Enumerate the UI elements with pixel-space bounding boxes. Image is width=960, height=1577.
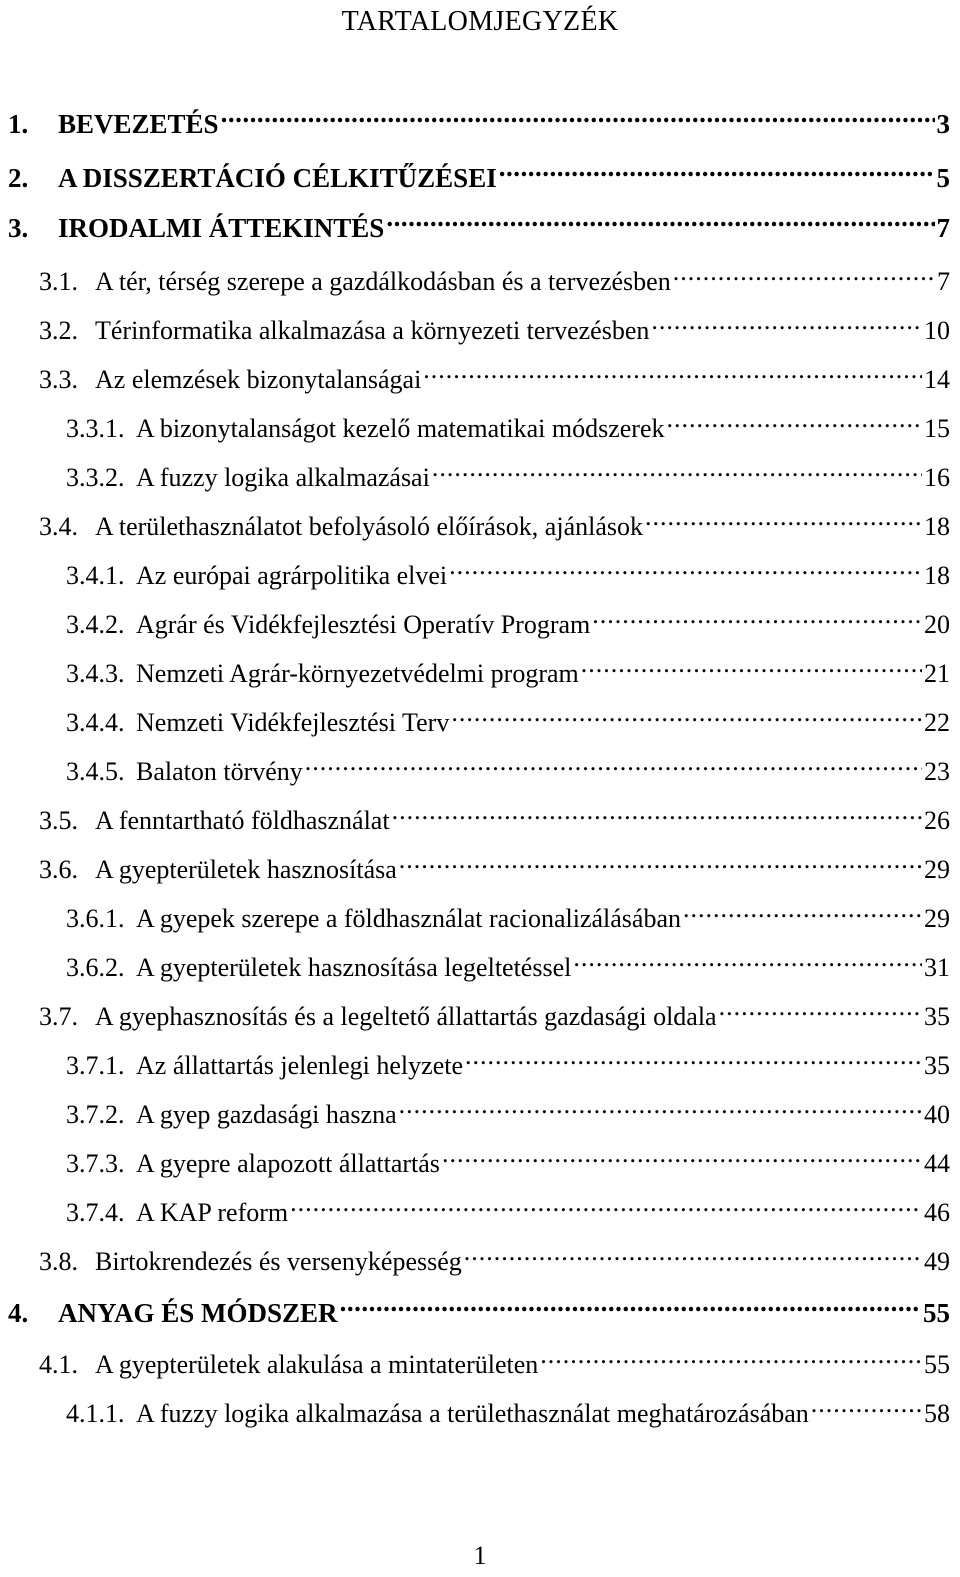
toc-entry-title: A gyephasznosítás és a legeltető állattartás gazdasági oldala [95, 1002, 717, 1031]
toc-entry-page: 20 [924, 610, 950, 639]
toc-entry[interactable] [8, 850, 950, 890]
toc-dot-leader [423, 362, 922, 388]
toc-entry[interactable] [8, 102, 950, 146]
toc-entry-number: 3.7.2. [66, 1100, 125, 1129]
toc-entry-title: BEVEZETÉS [58, 109, 219, 139]
toc-entry-page: 35 [924, 1051, 950, 1080]
toc-entry-number: 3.2. [39, 316, 78, 345]
toc-entry-title: Térinformatika alkalmazása a környezeti tervezésben [95, 316, 650, 345]
toc-entry[interactable] [8, 1291, 950, 1335]
toc-dot-leader [399, 1097, 922, 1123]
toc-entry-page: 40 [924, 1100, 950, 1129]
toc-entry-title: Az elemzések bizonytalanságai [95, 365, 422, 394]
toc-entry-number: 3.8. [39, 1247, 78, 1276]
page-title: TARTALOMJEGYZÉK [341, 6, 619, 37]
toc-entry-title: IRODALMI ÁTTEKINTÉS [58, 213, 385, 243]
toc-entry-title: A gyepek szerepe a földhasználat racionalizálásában [136, 904, 681, 933]
toc-entry-number: 3.4.5. [66, 757, 125, 786]
toc-dot-leader [386, 210, 934, 237]
page-number: 1 [473, 1541, 487, 1570]
toc-entry-title: A bizonytalanságot kezelő matematikai módszerek [136, 414, 665, 443]
toc-entry-page: 58 [924, 1399, 950, 1428]
toc-entry-number: 3.1. [39, 267, 78, 296]
toc-entry[interactable] [8, 654, 950, 694]
toc-entry[interactable] [8, 156, 950, 200]
toc-entry[interactable] [8, 262, 950, 302]
toc-entry-title: A DISSZERTÁCIÓ CÉLKITŰZÉSEI [58, 163, 497, 193]
toc-entry-title: Nemzeti Vidékfejlesztési Terv [136, 708, 450, 737]
toc-dot-leader [581, 656, 922, 682]
toc-entry[interactable] [8, 1242, 950, 1282]
toc-entry-title: ANYAG ÉS MÓDSZER [58, 1298, 338, 1328]
toc-dot-leader [673, 264, 935, 290]
toc-entry-page: 55 [924, 1350, 950, 1379]
toc-entry-number: 3.6.1. [66, 904, 125, 933]
toc-entry-title: Balaton törvény [136, 757, 303, 786]
toc-entry-number: 4.1.1. [66, 1399, 125, 1428]
toc-entry-number: 3.4. [39, 512, 78, 541]
toc-dot-leader [451, 705, 922, 731]
toc-entry[interactable] [8, 1144, 950, 1184]
toc-entry-page: 3 [936, 109, 950, 139]
toc-entry-number: 2. [8, 163, 29, 193]
toc-entry[interactable] [8, 360, 950, 400]
toc-dot-leader [399, 852, 922, 878]
toc-entry-number: 3.3.2. [66, 463, 125, 492]
toc-entry-number: 3.4.4. [66, 708, 125, 737]
toc-dot-leader [651, 313, 922, 339]
toc-entry-title: A gyep gazdasági haszna [136, 1100, 397, 1129]
toc-dot-leader [719, 999, 922, 1025]
toc-entry-page: 7 [937, 267, 950, 296]
toc-entry[interactable] [8, 1193, 950, 1233]
toc-entry-title: Birtokrendezés és versenyképesség [95, 1247, 462, 1276]
toc-entry-page: 29 [924, 904, 950, 933]
toc-entry-number: 3.7.4. [66, 1198, 125, 1227]
toc-entry[interactable] [8, 507, 950, 547]
toc-entry-page: 23 [924, 757, 950, 786]
toc-entry-title: A tér, térség szerepe a gazdálkodásban és a tervezésben [95, 267, 671, 296]
toc-dot-leader [540, 1347, 922, 1373]
toc-entry-number: 3.6. [39, 855, 78, 884]
toc-entry-page: 5 [936, 163, 950, 193]
toc-dot-leader [464, 1244, 922, 1270]
toc-dot-leader [290, 1195, 922, 1221]
toc-entry-number: 3.7.1. [66, 1051, 125, 1080]
toc-entry-page: 22 [924, 708, 950, 737]
toc-entry[interactable] [8, 997, 950, 1037]
toc-entry-title: A fenntartható földhasználat [95, 806, 390, 835]
toc-entry-number: 3.7.3. [66, 1149, 125, 1178]
toc-entry-page: 14 [924, 365, 950, 394]
toc-entry-page: 18 [924, 512, 950, 541]
toc-entry-number: 3.3.1. [66, 414, 125, 443]
toc-entry[interactable] [8, 1394, 950, 1434]
toc-entry-page: 21 [924, 659, 950, 688]
toc-dot-leader [432, 460, 922, 486]
toc-entry[interactable] [8, 752, 950, 792]
toc-entry-number: 3. [8, 213, 29, 243]
toc-dot-leader [442, 1146, 922, 1172]
toc-entry[interactable] [8, 605, 950, 645]
toc-entry-page: 16 [924, 463, 950, 492]
toc-entry-title: A gyepterületek hasznosítása [95, 855, 397, 884]
toc-entry-number: 3.6.2. [66, 953, 125, 982]
toc-entry[interactable] [8, 899, 950, 939]
toc-dot-leader [683, 901, 922, 927]
toc-entry-title: Nemzeti Agrár-környezetvédelmi program [136, 659, 579, 688]
toc-dot-leader [499, 160, 935, 187]
toc-entry-number: 4. [8, 1298, 29, 1328]
toc-entry-page: 15 [924, 414, 950, 443]
toc-entry-number: 3.3. [39, 365, 78, 394]
toc-dot-leader [811, 1396, 922, 1422]
toc-entry-title: A KAP reform [136, 1198, 289, 1227]
toc-entry-title: A fuzzy logika alkalmazásai [136, 463, 430, 492]
toc-entry[interactable] [8, 1095, 950, 1135]
toc-entry[interactable] [8, 948, 950, 988]
toc-entry-page: 44 [924, 1149, 950, 1178]
toc-entry-title: Az állattartás jelenlegi helyzete [136, 1051, 463, 1080]
toc-entry[interactable] [8, 409, 950, 449]
toc-dot-leader [449, 558, 922, 584]
toc-dot-leader [573, 950, 922, 976]
toc-entry[interactable] [8, 703, 950, 743]
toc-entry-page: 49 [924, 1247, 950, 1276]
toc-entry-page: 46 [924, 1198, 950, 1227]
toc-entry-page: 7 [936, 213, 950, 243]
toc-dot-leader [592, 607, 922, 633]
toc-entry-title: A gyepre alapozott állattartás [136, 1149, 440, 1178]
toc-entry[interactable] [8, 1345, 950, 1385]
toc-entry-page: 29 [924, 855, 950, 884]
toc-dot-leader [305, 754, 922, 780]
toc-entry-page: 26 [924, 806, 950, 835]
toc-entry[interactable] [8, 556, 950, 596]
toc-entry-number: 3.4.3. [66, 659, 125, 688]
toc-entry-number: 3.7. [39, 1002, 78, 1031]
toc-entry-page: 55 [923, 1298, 950, 1328]
toc-dot-leader [465, 1048, 922, 1074]
toc-entry-number: 3.4.1. [66, 561, 125, 590]
toc-dot-leader [340, 1295, 921, 1322]
toc-entry[interactable] [8, 1046, 950, 1086]
toc-entry-title: Agrár és Vidékfejlesztési Operatív Program [136, 610, 591, 639]
toc-entry[interactable] [8, 206, 950, 250]
toc-entry[interactable] [8, 311, 950, 351]
toc-entry-number: 4.1. [39, 1350, 78, 1379]
toc-entry[interactable] [8, 801, 950, 841]
toc-dot-leader [221, 106, 935, 133]
toc-entry-title: A gyepterületek hasznosítása legeltetéssel [136, 953, 572, 982]
toc-dot-leader [645, 509, 922, 535]
toc-entry-page: 10 [924, 316, 950, 345]
toc-entry-page: 31 [924, 953, 950, 982]
toc-entry-number: 3.5. [39, 806, 78, 835]
toc-entry-number: 3.4.2. [66, 610, 125, 639]
toc-entry-title: A fuzzy logika alkalmazása a területhasználat meghatározásában [136, 1399, 809, 1428]
toc-entry-title: A gyepterületek alakulása a mintaterületen [95, 1350, 539, 1379]
toc-entry[interactable] [8, 458, 950, 498]
toc-entry-number: 1. [8, 109, 29, 139]
toc-dot-leader [666, 411, 922, 437]
toc-entry-title: Az európai agrárpolitika elvei [136, 561, 448, 590]
toc-entry-page: 18 [924, 561, 950, 590]
toc-dot-leader [392, 803, 922, 829]
toc-entry-page: 35 [924, 1002, 950, 1031]
toc-entry-title: A területhasználatot befolyásoló előírások, ajánlások [95, 512, 643, 541]
